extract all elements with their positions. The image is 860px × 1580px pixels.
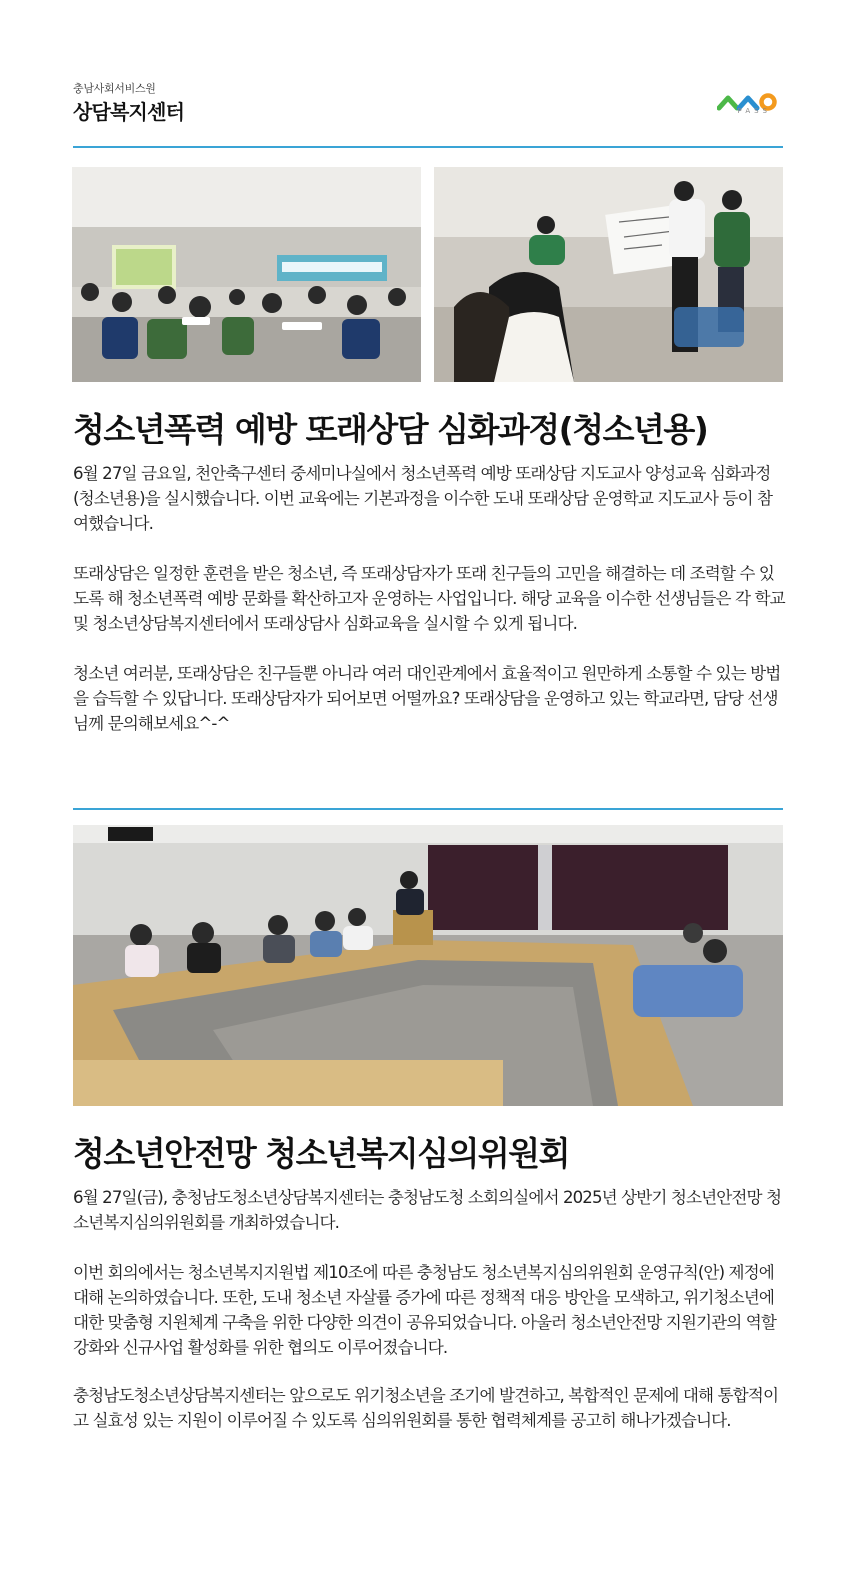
page-header bbox=[73, 78, 785, 128]
photo-committee-meeting bbox=[73, 825, 783, 1106]
section2-paragraph: 이번 회의에서는 청소년복지지원법 제10조에 따른 충청남도 청소년복지심의위원회 운영규칙(안) 제정에 대해 논의하였습니다. 또한, 도내 청소년 자살률 증가에 따른 정책적 대응 방안을 모색하고, 위기청소년에 대한 맞춤형 지원체계 구축을 위한 다양한 의견이 공유되었습니다. 아울러 청소년안전망 지원기관의 역할 강화와 신규사업 활성화를 위한 협의도 이루어졌습니다. bbox=[73, 1263, 777, 1357]
photo-group-presentation bbox=[434, 167, 783, 382]
photo-training-room bbox=[72, 167, 421, 382]
section1-paragraph: 청소년 여러분, 또래상담은 친구들뿐 아니라 여러 대인관계에서 효율적이고 원만하게 소통할 수 있는 방법을 습득할 수 있답니다. 또래상담자가 되어보면 어떨까요? 또래상담을 운영하고 있는 학교라면, 담당 선생님께 문의해보세요^-^ bbox=[73, 664, 781, 733]
org-subtitle: 충남사회서비스원 bbox=[73, 82, 156, 95]
section1-paragraph: 6월 27일 금요일, 천안축구센터 중세미나실에서 청소년폭력 예방 또래상담 지도교사 양성교육 심화과정(청소년용)을 실시했습니다. 이번 교육에는 기본과정을 이수한 도내 또래상담 운영학교 지도교사 등이 참여했습니다. bbox=[73, 464, 773, 533]
pass-logo-icon bbox=[717, 86, 781, 122]
section2-paragraph: 6월 27일(금), 충청남도청소년상담복지센터는 충청남도청 소회의실에서 2025년 상반기 청소년안전망 청소년복지심의위원회를 개최하였습니다. bbox=[73, 1188, 782, 1232]
section-divider bbox=[73, 808, 783, 810]
section1-title: 청소년폭력 예방 또래상담 심화과정(청소년용) bbox=[73, 410, 708, 449]
section2-title: 청소년안전망 청소년복지심의위원회 bbox=[73, 1134, 570, 1173]
org-title: 상담복지센터 bbox=[73, 100, 185, 124]
logo-text: PASS bbox=[737, 107, 771, 115]
section1-paragraph: 또래상담은 일정한 훈련을 받은 청소년, 즉 또래상담자가 또래 친구들의 고민을 해결하는 데 조력할 수 있도록 해 청소년폭력 예방 문화를 확산하고자 운영하는 사업입니다. 해당 교육을 이수한 선생님들은 각 학교 및 청소년상담복지센터에서 또래상담사 심화교육을 실시할 수 있게 됩니다. bbox=[73, 564, 785, 633]
section-divider bbox=[73, 146, 783, 148]
section2-paragraph: 충청남도청소년상담복지센터는 앞으로도 위기청소년을 조기에 발견하고, 복합적인 문제에 대해 통합적이고 실효성 있는 지원이 이루어질 수 있도록 심의위원회를 통한 협력체계를 공고히 해나가겠습니다. bbox=[73, 1386, 779, 1430]
